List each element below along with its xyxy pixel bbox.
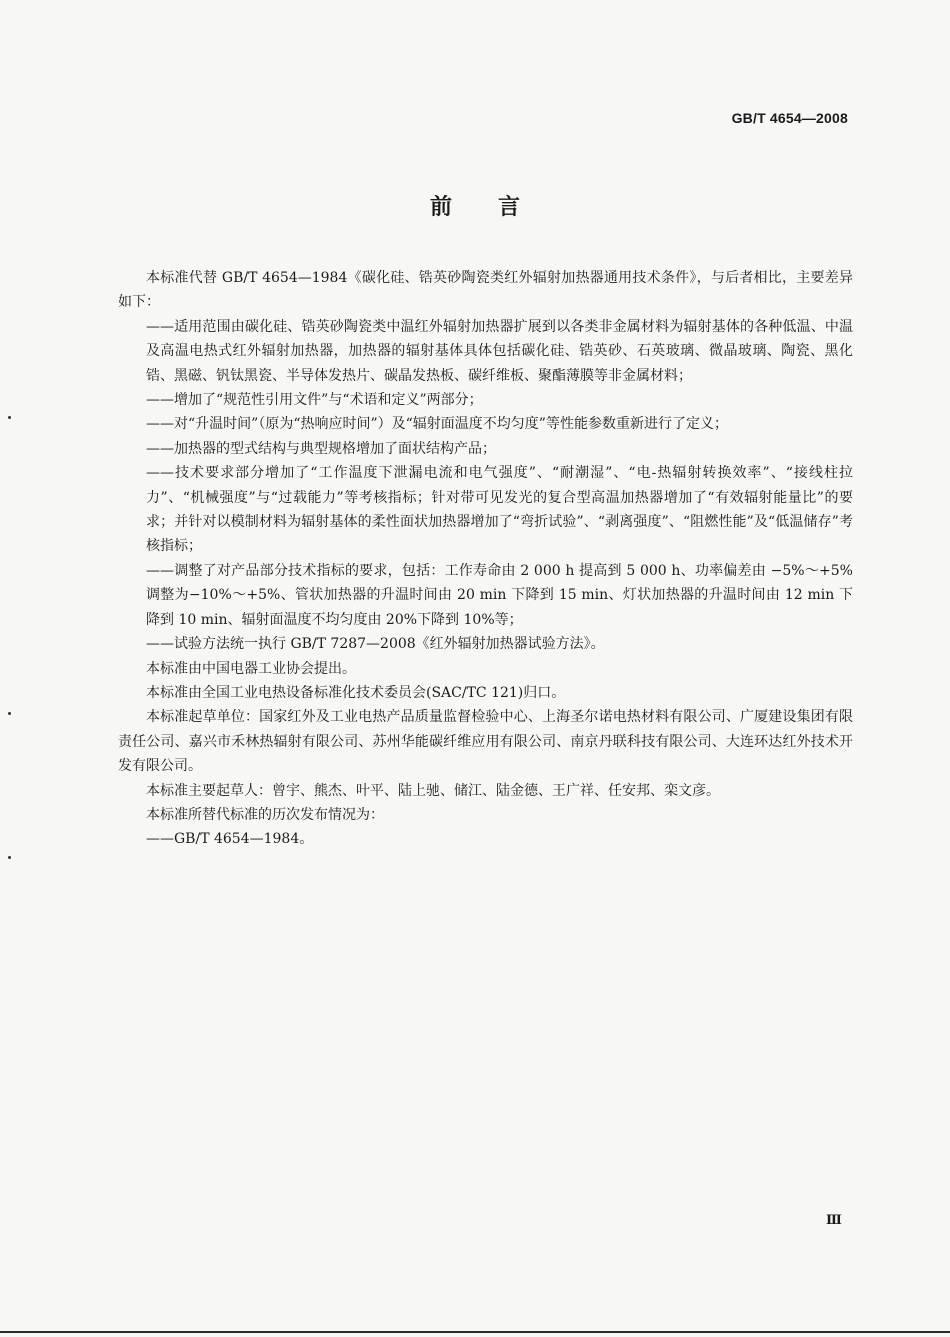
scan-speck — [8, 856, 11, 859]
change-item: ——适用范围由碳化硅、锆英砂陶瓷类中温红外辐射加热器扩展到以各类非金属材料为辐射基体的各种低温、中温及高温电热式红外辐射加热器，加热器的辐射基体具体包括碳化硅、锆英砂、石英玻璃、微晶玻璃、陶瓷、黑化锆、黑磁、钒钛黑瓷、半导体发热片、碳晶发热板、碳纤维板、聚酯薄膜等非金属材料； — [146, 318, 853, 384]
scan-speck — [8, 416, 11, 419]
change-item: ——加热器的型式结构与典型规格增加了面状结构产品； — [146, 440, 496, 457]
drafters-paragraph: 本标准主要起草人：曾宇、熊杰、叶平、陆上驰、储江、陆金德、王广祥、任安邦、栾文彦。 — [146, 782, 720, 799]
centralized-by-paragraph: 本标准由全国工业电热设备标准化技术委员会(SAC/TC 121)归口。 — [146, 684, 566, 701]
intro-paragraph: 本标准代替 GB/T 4654—1984《碳化硅、锆英砂陶瓷类红外辐射加热器通用技术条件》，与后者相比，主要差异如下： — [118, 270, 853, 311]
page-title: 前言 — [429, 195, 566, 220]
drafting-units-paragraph: 本标准起草单位：国家红外及工业电热产品质量监督检验中心、上海圣尔诺电热材料有限公司、广厦建设集团有限责任公司、嘉兴市禾林热辐射有限公司、苏州华能碳纤维应用有限公司、南京丹联科技有限公司、大连环达红外技术开发有限公司。 — [118, 709, 853, 775]
bottom-rule — [0, 1331, 950, 1333]
history-intro-paragraph: 本标准所替代标准的历次发布情况为： — [146, 806, 384, 823]
header-standard-code: GB/T 4654—2008 — [731, 110, 848, 126]
proposed-by-paragraph: 本标准由中国电器工业协会提出。 — [146, 660, 356, 677]
change-item: ——技术要求部分增加了“工作温度下泄漏电流和电气强度”、“耐潮湿”、“电-热辐射转换效率”、“接线柱拉力”、“机械强度”与“过载能力”等考核指标；针对带可见发光的复合型高温加热器增加了“有效辐射能量比”的要求；并针对以模制材料为辐射基体的柔性面状加热器增加了“弯折试验”、“剥离强度”、“阻燃性能”及“低温储存”考核指标； — [146, 465, 853, 555]
change-item: ——调整了对产品部分技术指标的要求，包括：工作寿命由 2 000 h 提高到 5 000 h、功率偏差由 −5%～+5%调整为−10%～+5%、管状加热器的升温时间由 20 min 下降到 15 min、灯状加热器的升温时间由 12 min 下降到 10 min、辐射面温度不均匀度由 20%下降到 10%等； — [146, 562, 853, 628]
page-number: Ⅲ — [826, 1213, 842, 1228]
change-item: ——增加了“规范性引用文件”与“术语和定义”两部分； — [146, 392, 483, 409]
scan-speck — [8, 712, 11, 715]
preface-body — [118, 266, 853, 852]
history-item: ——GB/T 4654—1984。 — [146, 831, 314, 848]
change-item: ——试验方法统一执行 GB/T 7287—2008《红外辐射加热器试验方法》。 — [146, 636, 605, 653]
change-item: ——对“升温时间”（原为“热响应时间”）及“辐射面温度不均匀度”等性能参数重新进行了定义； — [146, 416, 728, 433]
